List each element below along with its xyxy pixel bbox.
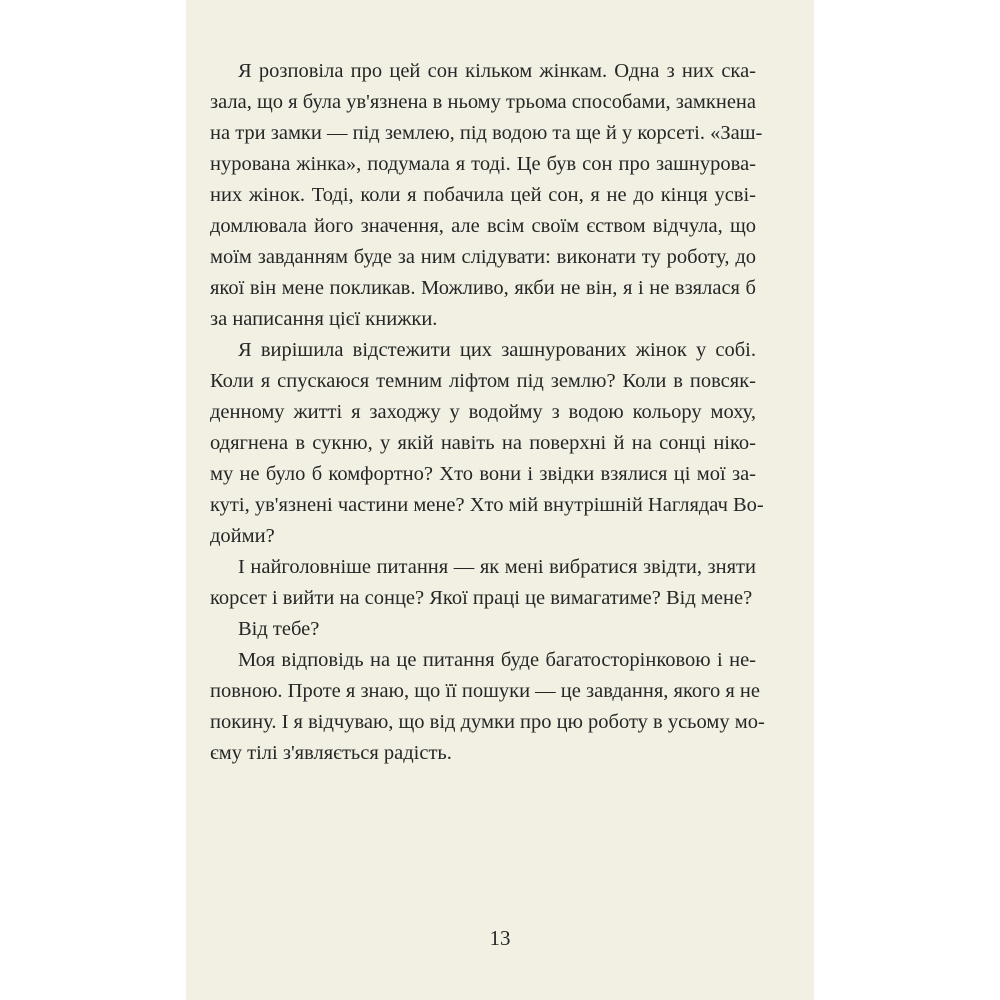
text-line: корсет і вийти на сонце? Якої праці це вимагатиме? Від мене? [210, 587, 753, 609]
text-line: якої він мене покликав. Можливо, якби не він, я і не взялася б [210, 277, 756, 299]
text-line: покину. І я відчуваю, що від думки про цю роботу в усьому мо- [210, 711, 765, 733]
text-line: Коли я спускаюся темним ліфтом під землю? Коли в повсяк- [210, 370, 756, 392]
text-line: моїм завданням буде за ним слідувати: виконати ту роботу, до [210, 246, 756, 268]
text-line: єму тілі з'являється радість. [210, 742, 452, 764]
text-line: Я вирішила відстежити цих зашнурованих жінок у собі. [238, 339, 756, 361]
book-page [186, 0, 814, 1000]
text-line: них жінок. Тоді, коли я побачила цей сон, я не до кінця усві- [210, 184, 756, 206]
text-line: домлювала його значення, але всім своїм єством відчула, що [210, 215, 756, 237]
text-line: нурована жінка», подумала я тоді. Це був сон про зашнурова- [210, 153, 756, 175]
page-number: 13 [489, 926, 511, 950]
text-line: Я розповіла про цей сон кільком жінкам. Одна з них ска- [238, 60, 756, 82]
text-line: на три замки — під землею, під водою та ще й у корсеті. «Заш- [210, 122, 763, 144]
text-line: Моя відповідь на це питання буде багатосторінковою і не- [238, 649, 756, 671]
text-line: куті, ув'язнені частини мене? Хто мій внутрішній Наглядач Во- [210, 494, 764, 516]
text-line: повною. Проте я знаю, що її пошуки — це завдання, якого я не [210, 680, 761, 702]
text-line: зала, що я була ув'язнена в ньому трьома способами, замкнена [210, 91, 756, 113]
text-line: денному житті я заходжу у водойму з водою кольору моху, [210, 401, 756, 423]
text-line: дойми? [210, 525, 275, 547]
text-line: Від тебе? [238, 618, 320, 640]
text-line: І найголовніше питання — як мені вибратися звідти, зняти [238, 556, 756, 578]
text-line: за написання цієї книжки. [210, 308, 438, 330]
text-line: одягнена в сукню, у якій навіть на поверхні й на сонці ніко- [210, 432, 756, 454]
text-line: му не було б комфортно? Хто вони і звідки взялися ці мої за- [210, 463, 756, 485]
body-text [210, 56, 765, 769]
